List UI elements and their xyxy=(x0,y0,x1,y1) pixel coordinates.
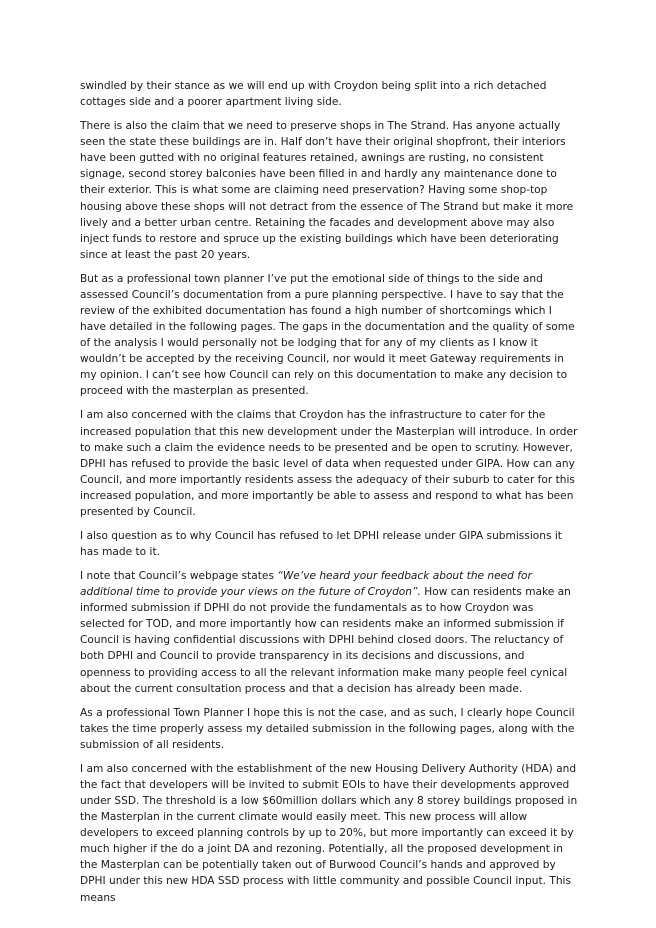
paragraph-6 xyxy=(80,568,578,696)
webpage-quote: “We’ve heard your feedback about the need for additional time to provide your views on the future of Croydon”. xyxy=(80,570,532,599)
paragraph-3: But as a professional town planner I’ve put the emotional side of things to the side and assessed Council’s documentation from a pure planning perspective. I have to say that the review of the exhibited documentation has found a high number of shortcomings which I have detailed in the following pages. The gaps in the documentation and the quality of some of the analysis I would personally not be lodging that for any of my clients as I know it wouldn’t be accepted by the receiving Council, nor would it meet Gateway requirements in my opinion. I can’t see how Council can rely on this documentation to make any decision to proceed with the masterplan as presented. xyxy=(80,272,575,398)
document-body xyxy=(80,78,578,914)
paragraph-6-prefix: I note that Council’s webpage states xyxy=(80,570,278,583)
paragraph-2: There is also the claim that we need to preserve shops in The Strand. Has anyone actually seen the state these buildings are in. Half don’t have their original shopfront, their interiors have been gutted with no original features retained, awnings are rusting, no consistent signage, second storey balconies have been filled in and hardly any maintenance done to their exterior. This is what some are claiming need preservation? Having some shop-top housing above these shops will not detract from the essence of The Strand but make it more lively and a better urban centre. Retaining the facades and development above may also inject funds to restore and spruce up the existing buildings which have been deteriorating since at least the past 20 years. xyxy=(80,120,574,261)
paragraph-6-suffix: How can residents make an informed submission if DPHI do not provide the fundamentals as to how Croydon was selected for TOD, and more importantly how can residents make an informed submission if Council is having confidential discussions with DPHI behind closed doors. The reluctancy of both DPHI and Council to provide transparency in its decisions and discussions, and openness to providing access to all the relevant information make many people feel cynical about the current consultation process and that a decision has already been made. xyxy=(80,586,571,695)
paragraph-4: I am also concerned with the claims that Croydon has the infrastructure to cater for the increased population that this new development under the Masterplan will introduce. In order to make such a claim the evidence needs to be presented and be open to scrutiny. However, DPHI has refused to provide the basic level of data when requested under GIPA. How can any Council, and more importantly residents assess the adequacy of their suburb to cater for this increased population, and more importantly be able to assess and respond to what has been presented by Council. xyxy=(80,409,578,518)
paragraph-5: I also question as to why Council has refused to let DPHI release under GIPA submissions it has made to it. xyxy=(80,529,562,559)
paragraph-7: As a professional Town Planner I hope this is not the case, and as such, I clearly hope Council takes the time properly assess my detailed submission in the following pages, along with the submission of all residents. xyxy=(80,706,575,751)
paragraph-1: swindled by their stance as we will end up with Croydon being split into a rich detached cottages side and a poorer apartment living side. xyxy=(80,80,547,109)
paragraph-8: I am also concerned with the establishment of the new Housing Delivery Authority (HDA) and the fact that developers will be invited to submit EOIs to have their developments approved under SSD. The threshold is a low $60million dollars which any 8 storey buildings proposed in the Masterplan in the current climate would easily meet. This new process will allow developers to exceed planning controls by up to 20%, but more importantly can exceed it by much higher if the do a joint DA and rezoning. Potentially, all the proposed development in the Masterplan can be potentially taken out of Burwood Council’s hands and approved by DPHI under this new HDA SSD process with little community and possible Council input. This means xyxy=(80,763,578,904)
